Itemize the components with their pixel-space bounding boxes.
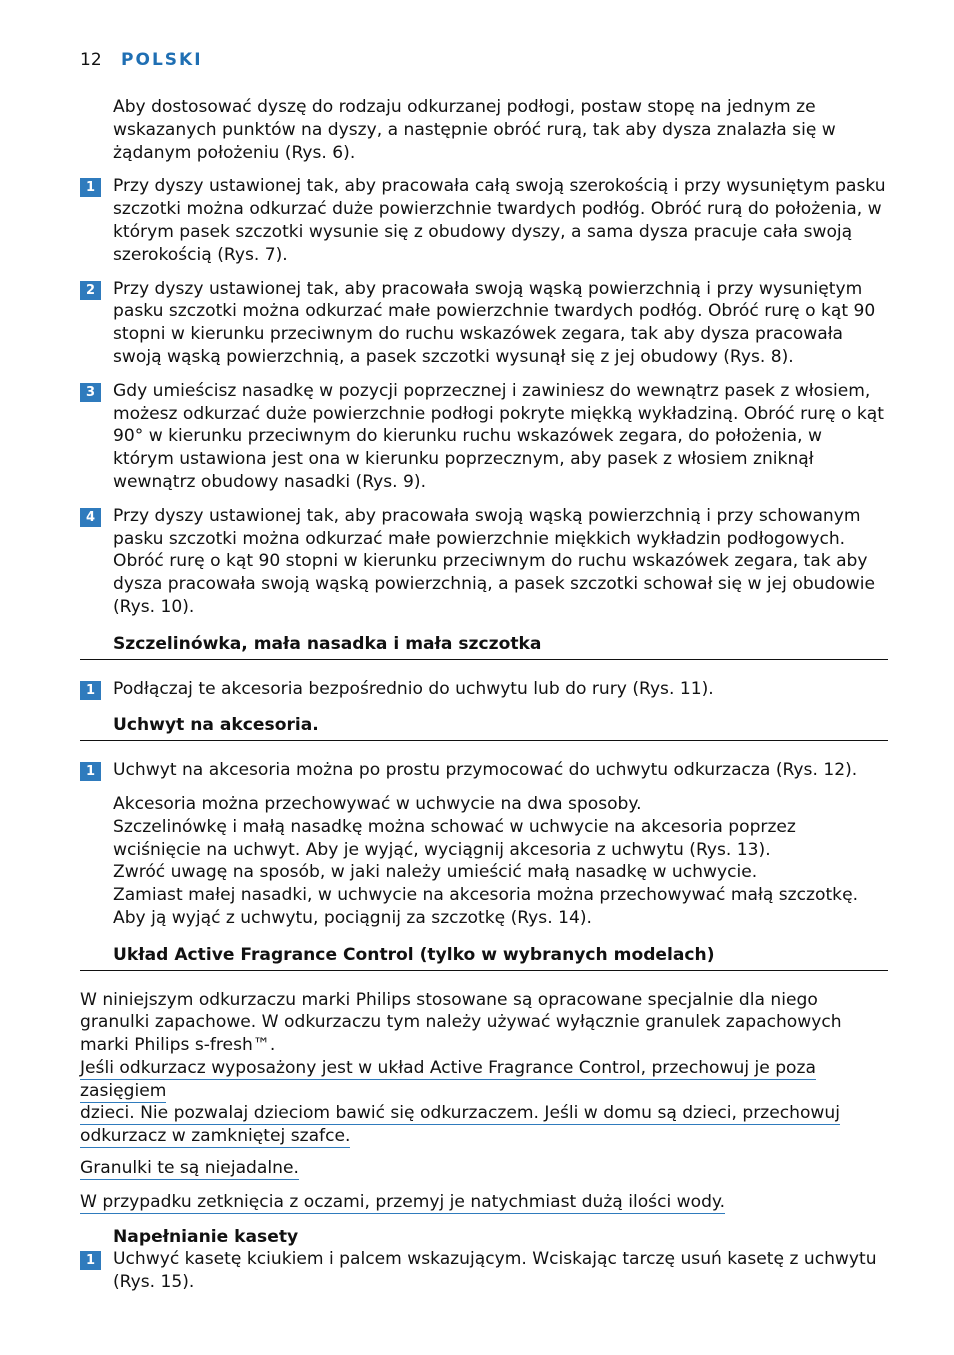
step-number-badge: 4 (80, 508, 101, 527)
step-number-badge: 1 (80, 1251, 101, 1270)
list-item-text: Uchwyć kasetę kciukiem i palcem wskazującym. Wciskając tarczę usuń kasetę z uchwytu (Rys. 15). (113, 1249, 877, 1293)
holder-note: Akcesoria można przechowywać w uchwycie na dwa sposoby. (113, 793, 642, 814)
warning-line: dzieci. Nie pozwalaj dzieciom bawić się odkurzaczem. Jeśli w domu są dzieci, przechowuj (80, 1103, 840, 1124)
holder-note: Zamiast małej nasadki, w uchwycie na akcesoria można przechowywać małą szczotkę. Aby ją wyjąć z uchwytu, pociągnij za szczotkę (Rys. 14). (113, 885, 859, 928)
warning-line: Jeśli odkurzacz wyposażony jest w układ Active Fragrance Control, przechowuj je poza zasięgiem (80, 1057, 816, 1101)
section-heading-fragrance: Układ Active Fragrance Control (tylko w wybranych modelach) (80, 944, 888, 971)
list-item-text: Przy dyszy ustawionej tak, aby pracowała swoją wąską powierzchnią i przy wysuniętym pasku szczotki można odkurzać małe powierzchnie twardych podłóg. Obróć rurę o kąt 90 stopni w kierunku przeciwnym do ruchu wskazówek zegara, tak aby dysza pracowała swoją wąską powierzchnią, a pasek szczotki wysunął się z jej obudowy (Rys. 8). (113, 278, 876, 367)
subsection-title-refill: Napełnianie kasety (113, 1226, 299, 1247)
section-heading-crevice: Szczelinówka, mała nasadka i mała szczotka (80, 633, 888, 660)
page-content (80, 96, 888, 1305)
list-item (80, 278, 888, 369)
step-number-badge: 1 (80, 762, 101, 781)
list-item (80, 759, 888, 782)
fragrance-intro: W niniejszym odkurzaczu marki Philips stosowane są opracowane specjalnie dla niego granulki zapachowe. W odkurzaczu tym należy używać wyłącznie granulek zapachowych marki Philips s-fresh™. (80, 989, 842, 1056)
list-item-text: Podłączaj te akcesoria bezpośrednio do uchwytu lub do rury (Rys. 11). (113, 678, 714, 699)
list-item-text: Gdy umieścisz nasadkę w pozycji poprzecznej i zawiniesz do wewnątrz pasek z włosiem, możesz odkurzać duże powierzchnie podłogi pokryte miękką wykładziną. Obróć rurę o kąt 90° w kierunku przeciwnym do kierunku ruchu wskazówek zegara, do położenia, w którym ustawiona jest ona w kierunku poprzecznym, aby pasek z włosiem zniknął wewnątrz obudowy nasadki (Rys. 9). (113, 380, 884, 492)
page-number: 12 (80, 50, 102, 70)
holder-note: Szczelinówkę i małą nasadkę można schować w uchwycie na akcesoria poprzez wciśnięcie na uchwyt. Aby je wyjąć, wyciągnij akcesoria z uchwytu (Rys. 13). (113, 816, 796, 860)
step-number-badge: 3 (80, 383, 101, 402)
list-item (80, 380, 888, 494)
list-item-text: Przy dyszy ustawionej tak, aby pracowała swoją wąską powierzchnią i przy schowanym pasku szczotki można odkurzać małe powierzchnie miękkich wykładzin podłogowych. Obróć rurę o kąt 90 stopni w kierunku przeciwnym do ruchu wskazówek zegara, tak aby dysza pracowała swoją wąską powierzchnią, a pasek szczotki schował się w jej obudowie (Rys. 10). (113, 505, 876, 617)
warning-line: odkurzacz w zamkniętej szafce. (80, 1126, 351, 1147)
list-item (80, 175, 888, 266)
page-header (80, 50, 203, 70)
warning-not-edible: Granulki te są niejadalne. (80, 1158, 299, 1179)
step-number-badge: 2 (80, 281, 101, 300)
section-heading-holder: Uchwyt na akcesoria. (80, 714, 888, 741)
list-item (80, 678, 888, 701)
step-number-badge: 1 (80, 178, 101, 197)
holder-note: Zwróć uwagę na sposób, w jaki należy umieścić małą nasadkę w uchwycie. (113, 862, 758, 883)
holder-notes (80, 793, 888, 930)
list-item-text: Przy dyszy ustawionej tak, aby pracowała całą swoją szerokością i przy wysuniętym pasku szczotki można odkurzać duże powierzchnie twardych podłóg. Obróć rurą do położenia, w którym pasek szczotki wysunie się z obudowy dyszy, a sama dysza pracuje cała swoją szerokością (Rys. 7). (113, 176, 886, 265)
list-item (80, 1248, 888, 1294)
warning-eye-contact: W przypadku zetknięcia z oczami, przemyj je natychmiast dużą ilości wody. (80, 1191, 726, 1212)
intro-paragraph: Aby dostosować dyszę do rodzaju odkurzanej podłogi, postaw stopę na jednym ze wskazanych punktów na dyszy, a następnie obróć rurą, tak aby dysza znalazła się w żądanym położeniu (Rys. 6). (113, 97, 836, 163)
list-item (80, 505, 888, 619)
language-label: POLSKI (121, 50, 203, 70)
warning-block (80, 1057, 888, 1148)
list-item-text: Uchwyt na akcesoria można po prostu przymocować do uchwytu odkurzacza (Rys. 12). (113, 760, 858, 781)
step-number-badge: 1 (80, 681, 101, 700)
